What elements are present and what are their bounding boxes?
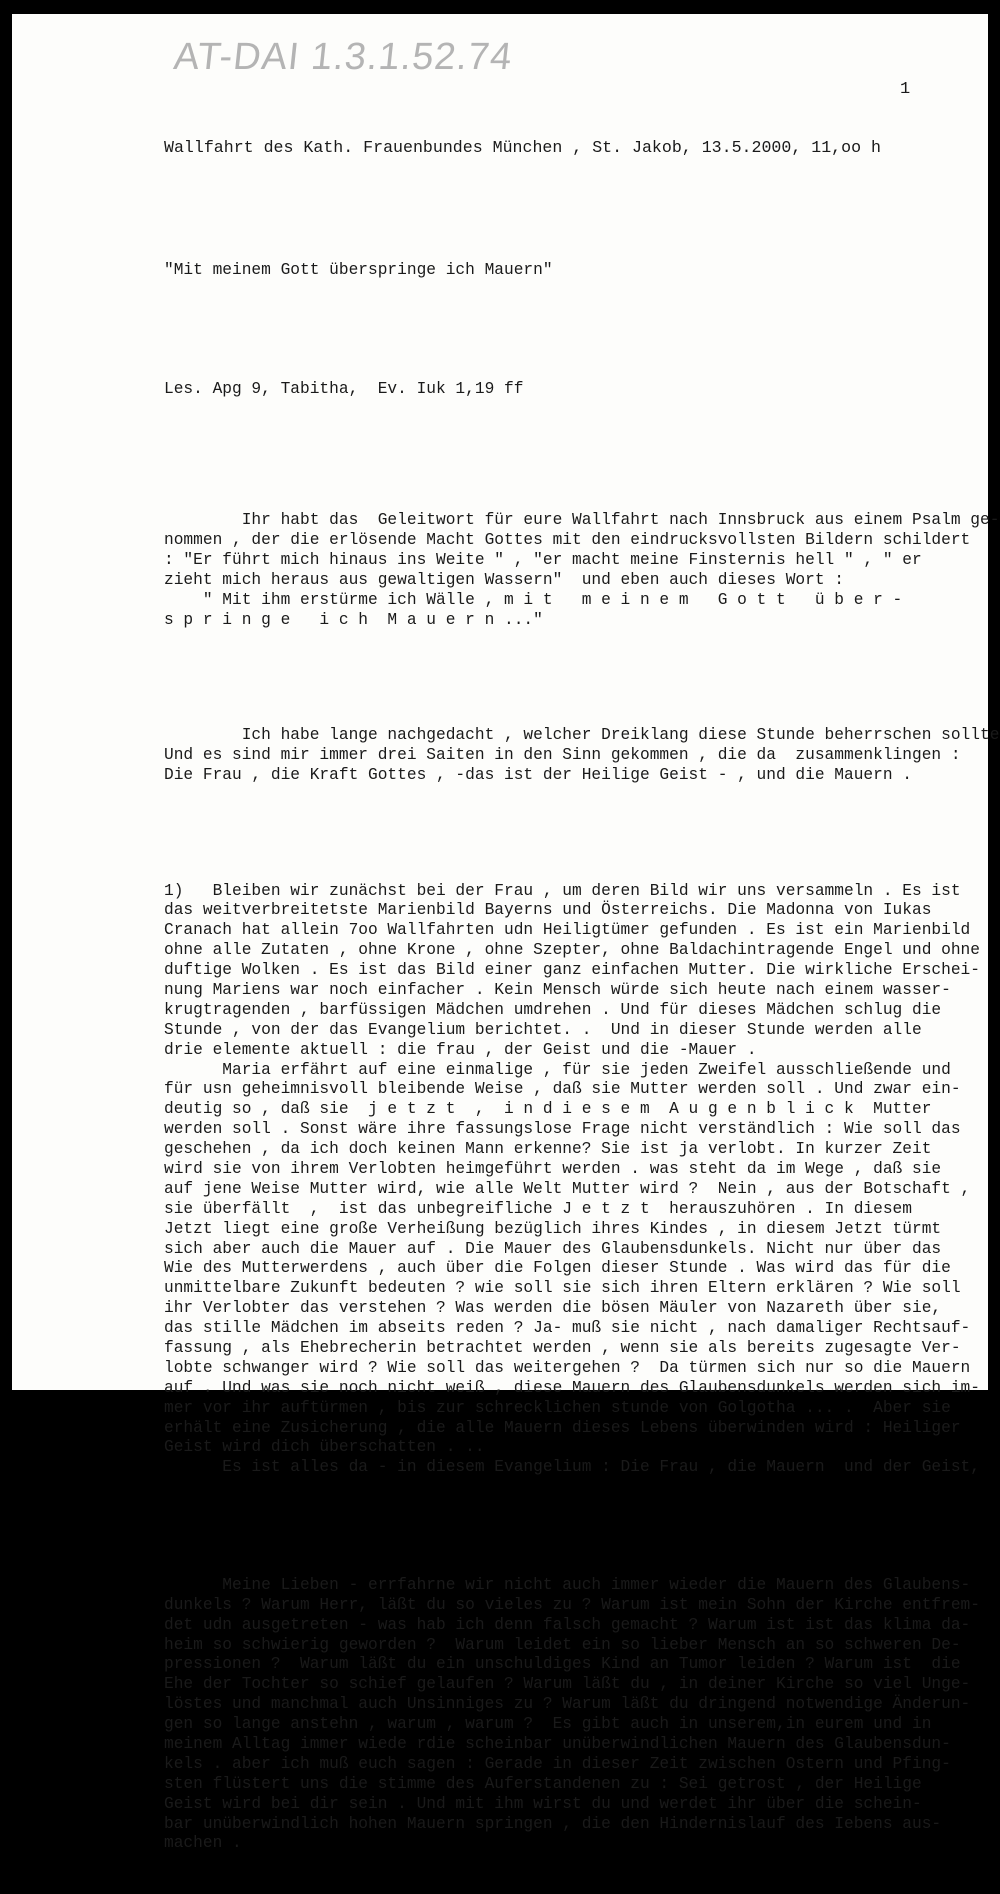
text-line: Wie des Mutterwerdens , auch über die Folgen dieser Stunde . Was wird das für die <box>164 1259 951 1278</box>
text-line: werden soll . Sonst wäre ihre fassungslose Frage nicht verständlich : Wie soll das <box>164 1120 961 1139</box>
paragraph-dreiklang <box>164 726 1000 786</box>
scripture-readings: Les. Apg 9, Tabitha, Ev. Iuk 1,19 ff <box>164 379 524 398</box>
text-line: machen . <box>164 1834 242 1853</box>
text-line: Es ist alles da - in diesem Evangelium : Die Frau , die Mauern und der Geist, <box>164 1458 980 1477</box>
text-line: Maria erfährt auf eine einmalige , für sie jeden Zweifel ausschließende und <box>164 1060 951 1079</box>
text-line: lobte schwanger wird ? Wie soll das weitergehen ? Da türmen sich nur so die Mauern <box>164 1358 971 1377</box>
text-line: Stunde , von der das Evangelium berichtet. . Und in dieser Stunde werden alle <box>164 1020 922 1039</box>
text-line: sten flüstert uns die stimme des Auferstandenen zu : Sei getrost , der Heilige <box>164 1774 922 1793</box>
document-page <box>12 14 1000 1853</box>
text-line: nung Mariens war noch einfacher . Kein Mensch würde sich heute nach einem wasser- <box>164 980 951 999</box>
document-body <box>164 98 1000 1894</box>
text-line: für usn geheimnisvoll bleibende Weise , daß sie Mutter werden soll . Und zwar ein- <box>164 1080 961 1099</box>
text-line: heim so schwierig geworden ? Warum leidet ein so lieber Mensch an so schweren De- <box>164 1635 961 1654</box>
spacer <box>164 826 994 842</box>
text-line: Ehe der Tochter so schief gelaufen ? Warum läßt du , in deiner Kirche so viel Unge- <box>164 1675 971 1694</box>
text-line: zieht mich heraus aus gewaltigen Wassern" und eben auch dieses Wort : <box>164 570 844 589</box>
document-header: Wallfahrt des Kath. Frauenbundes München , St. Jakob, 13.5.2000, 11,oo h <box>164 137 881 157</box>
text-line: Die Frau , die Kraft Gottes , -das ist der Heilige Geist - , und die Mauern . <box>164 766 912 785</box>
paragraph-mauern <box>164 1576 994 1854</box>
text-line: Und es sind mir immer drei Saiten in den Sinn gekommen , die da zusammenklingen : <box>164 746 961 765</box>
text-line: Geist wird dich überschatten . .. <box>164 1438 485 1457</box>
text-line: ohne alle Zutaten , ohne Krone , ohne Szepter, ohne Baldachintragende Engel und ohne <box>164 941 980 960</box>
text-line: ihr Verlobter das verstehen ? Was werden die bösen Mäuler von Nazareth über sie, <box>164 1299 942 1318</box>
text-line: auf . Und was sie noch nicht weiß , diese Mauern des Glaubensdunkels werden sich im- <box>164 1378 980 1397</box>
spacer <box>164 440 994 452</box>
text-line: unmittelbare Zukunft bedeuten ? wie soll sie sich ihren Eltern erklären ? Wie soll <box>164 1279 961 1298</box>
text-line: auf jene Weise Mutter wird, wie alle Welt Mutter wird ? Nein , aus der Botschaft , <box>164 1179 971 1198</box>
text-line: sich aber auch die Mauer auf . Die Mauer des Glaubensdunkels. Nicht nur über das <box>164 1239 942 1258</box>
archive-reference-stamp: AT-DAI 1.3.1.52.74 <box>171 36 515 78</box>
text-line: wird sie von ihrem Verlobten heimgeführt werden . was steht da im Wege , daß sie <box>164 1160 942 1178</box>
text-line: meinem Alltag immer wiede rdie scheinbar unüberwindlichen Mauern des Glaubensdun- <box>164 1735 951 1753</box>
text-line: Meine Lieben - errfahrne wir nicht auch immer wieder die Mauern des Glaubens- <box>164 1575 971 1594</box>
paragraph-intro <box>164 511 1000 630</box>
text-line: : "Er führt mich hinaus ins Weite " , "er macht meine Finsternis hell " , " er <box>164 551 922 570</box>
text-line: das stille Mädchen im abseits reden ? Ja- muß sie nicht , nach damaliger Rechtsauf- <box>164 1319 971 1338</box>
text-line: Jetzt liegt eine große Verheißung bezüglich ihres Kindes , in diesem Jetzt türmt <box>164 1219 942 1238</box>
text-line: kels . aber ich muß euch sagen : Gerade in dieser Zeit zwischen Ostern und Pfing- <box>164 1754 951 1773</box>
text-line: drie elemente aktuell : die frau , der Geist und die -Mauer . <box>164 1040 757 1059</box>
text-line: geschehen , da ich doch keinen Mann erkenne? Sie ist ja verlobt. In kurzer Zeit <box>164 1140 932 1159</box>
text-line: " Mit ihm erstürme ich Wälle , m i t m e i n e m G o t t ü b e r - <box>164 590 903 609</box>
page-number: 1 <box>900 80 911 99</box>
text-line: dunkels ? Warum Herr, läßt du so vieles zu ? Warum ist mein Sohn der Kirche entfrem- <box>164 1595 980 1614</box>
text-line: Ihr habt das Geleitwort für eure Wallfahrt nach Innsbruck aus einem Psalm ge- <box>164 511 1000 530</box>
text-line: duftige Wolken . Es ist das Bild einer ganz einfachen Mutter. Die wirkliche Erschei- <box>164 961 980 980</box>
text-line: det udn ausgetreten - was hab ich denn falsch gemacht ? Warum ist ist das klima da- <box>164 1615 971 1634</box>
spacer <box>164 198 994 222</box>
text-line: 1) Bleiben wir zunächst bei der Frau , um deren Bild wir uns versammeln . Es ist <box>164 881 961 900</box>
text-line: löstes und manchmal auch Unsinniges zu ? Warum läßt du dringend notwendige Änderun- <box>164 1695 971 1714</box>
text-line: nommen , der die erlösende Macht Gottes mit den eindrucksvollsten Bildern schildert <box>164 531 971 550</box>
text-line: erhält eine Zusicherung , die alle Mauern dieses Lebens überwinden wird : Heiliger <box>164 1418 961 1437</box>
text-line: Ich habe lange nachgedacht , welcher Dreiklang diese Stunde beherrschen sollte <box>164 726 1000 745</box>
spacer <box>164 670 994 686</box>
text-line: mer vor ihr auftürmen , bis zur schrecklichen stunde von Golgotha ... . Aber sie <box>164 1398 951 1417</box>
text-line: Cranach hat allein 7oo Wallfahrten udn Heiligtümer gefunden . Es ist ein Marienbild <box>164 921 971 940</box>
text-line: s p r i n g e i c h M a u e r n ..." <box>164 610 543 629</box>
text-line: Geist wird bei dir sein . Und mit ihm wirst du und werdet ihr über die schein- <box>164 1794 922 1813</box>
text-line: bar unüberwindlich hohen Mauern springen , die den Hindernislauf des Iebens aus- <box>164 1814 942 1833</box>
spacer <box>164 321 994 340</box>
text-line: deutig so , daß sie j e t z t , i n d i e s e m A u g e n b l i c k Mutter <box>164 1100 932 1119</box>
text-line: sie überfällt , ist das unbegreifliche J e t z t herauszuhören . In diesem <box>164 1199 912 1218</box>
paragraph-frau <box>164 882 994 1479</box>
text-line: das weitverbreitetste Marienbild Bayerns und Österreichs. Die Madonna von Iukas <box>164 901 932 920</box>
text-line: krugtragenden , barfüssigen Mädchen umdrehen . Und für dieses Mädchen schlug die <box>164 1000 942 1019</box>
spacer <box>164 1518 994 1536</box>
sermon-title: "Mit meinem Gott überspringe ich Mauern" <box>164 261 553 280</box>
text-line: pressionen ? Warum läßt du ein unschuldiges Kind an Tumor leiden ? Warum ist die <box>164 1655 961 1674</box>
text-line: fassung , als Ehebrecherin betrachtet werden , wenn sie als bereits zugesagte Ver- <box>164 1339 961 1358</box>
text-line: gen so lange anstehn , warum , warum ? Es gibt auch in unserem,in eurem und in <box>164 1715 932 1734</box>
